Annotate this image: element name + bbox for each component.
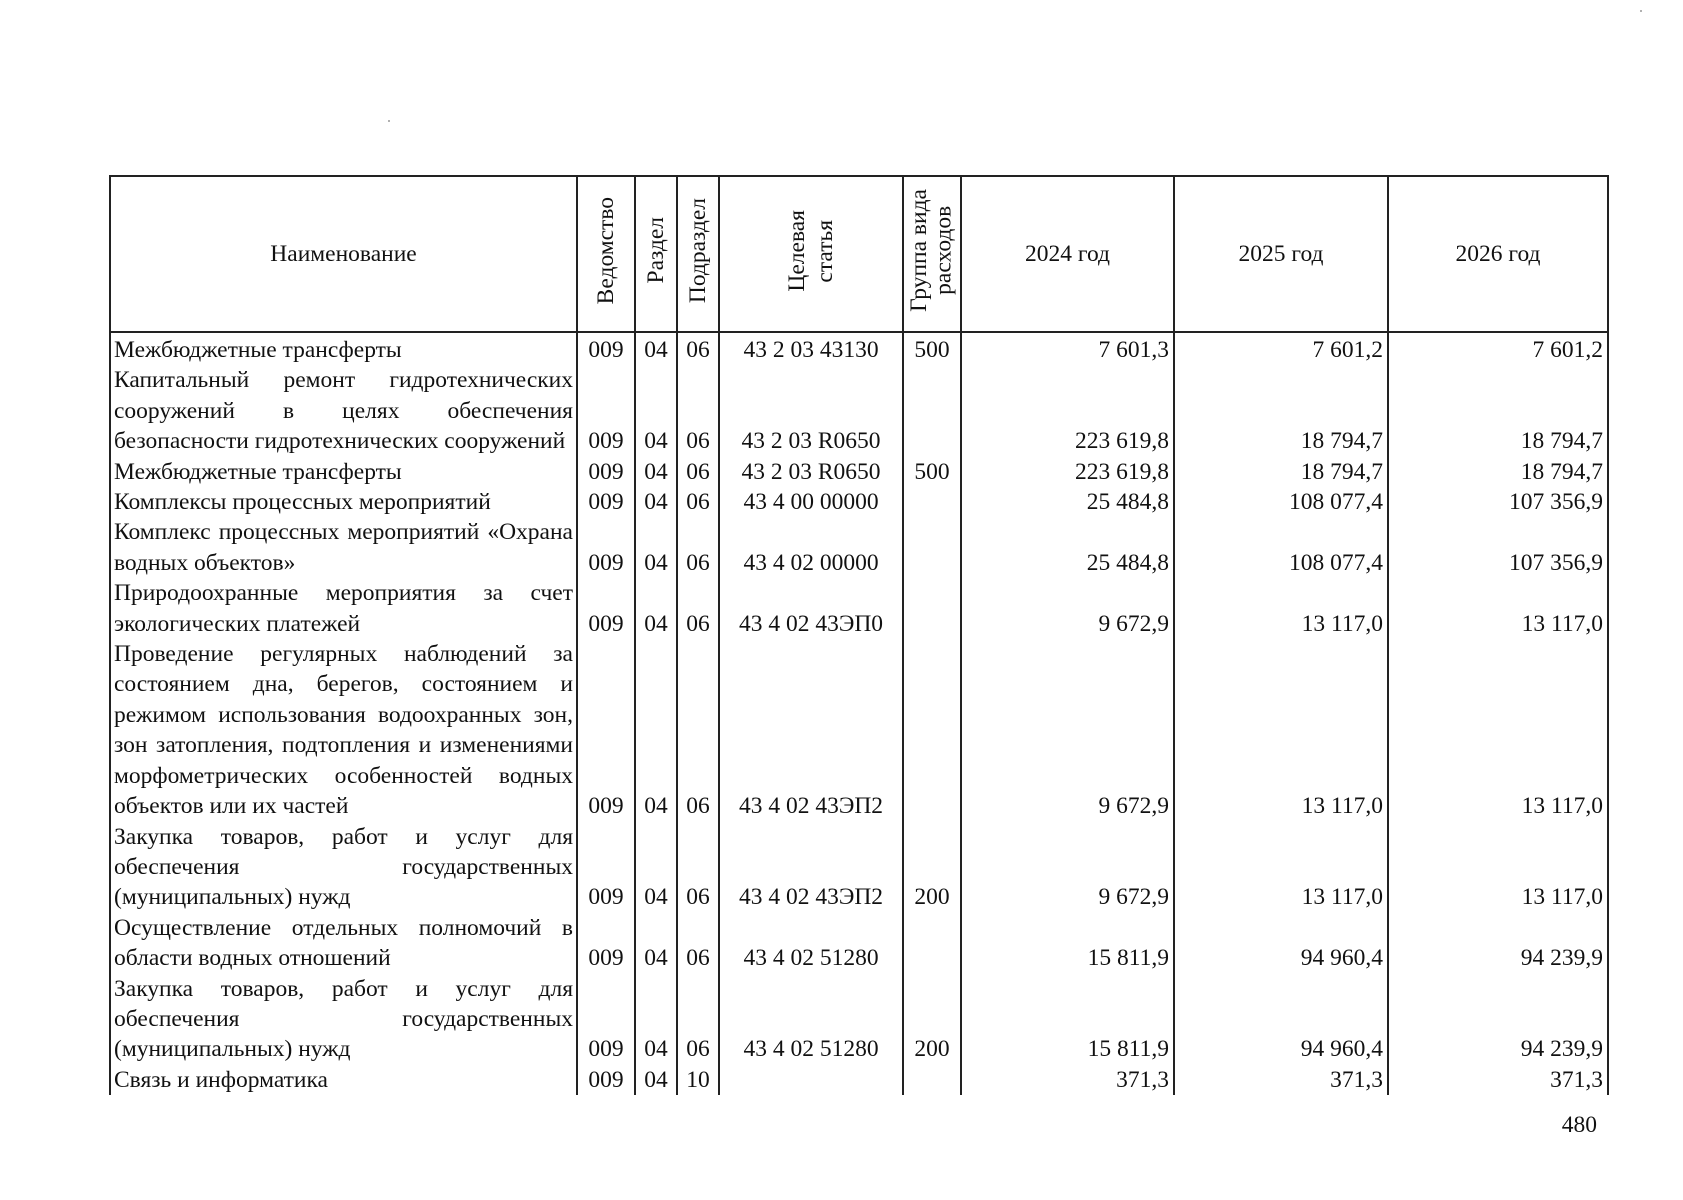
row-subsection: 06	[677, 913, 719, 974]
row-section: 04	[635, 332, 677, 365]
table-row	[110, 517, 1608, 578]
row-dept: 009	[577, 457, 635, 487]
row-2026: 94 239,9	[1388, 974, 1608, 1065]
row-dept: 009	[577, 913, 635, 974]
row-expense-group: 500	[903, 332, 961, 365]
table-row	[110, 578, 1608, 639]
row-2024: 9 672,9	[961, 822, 1174, 913]
row-expense-group: 200	[903, 974, 961, 1065]
row-subsection: 06	[677, 822, 719, 913]
table-row	[110, 487, 1608, 517]
row-target: 43 4 02 43ЭП0	[719, 578, 903, 639]
row-2024: 25 484,8	[961, 487, 1174, 517]
row-section: 04	[635, 1065, 677, 1095]
row-subsection: 06	[677, 578, 719, 639]
header-target: Целевая статья	[719, 176, 903, 332]
row-2025: 108 077,4	[1174, 517, 1388, 578]
row-2026: 13 117,0	[1388, 578, 1608, 639]
row-2025: 18 794,7	[1174, 365, 1388, 456]
row-section: 04	[635, 639, 677, 821]
header-2024: 2024 год	[961, 176, 1174, 332]
row-2025: 7 601,2	[1174, 332, 1388, 365]
row-name: Закупка товаров, работ и услуг для обеспечения государственных (муниципальных) нужд	[110, 974, 577, 1065]
row-2026: 18 794,7	[1388, 457, 1608, 487]
row-2024: 223 619,8	[961, 365, 1174, 456]
row-2024: 15 811,9	[961, 913, 1174, 974]
row-dept: 009	[577, 517, 635, 578]
header-section: Раздел	[635, 176, 677, 332]
row-2026: 371,3	[1388, 1065, 1608, 1095]
row-subsection: 06	[677, 639, 719, 821]
table-row	[110, 913, 1608, 974]
row-expense-group: 200	[903, 822, 961, 913]
row-2025: 13 117,0	[1174, 578, 1388, 639]
row-name: Осуществление отдельных полномочий в области водных отношений	[110, 913, 577, 974]
row-section: 04	[635, 487, 677, 517]
row-2024: 9 672,9	[961, 578, 1174, 639]
row-dept: 009	[577, 822, 635, 913]
row-subsection: 06	[677, 487, 719, 517]
table-row	[110, 974, 1608, 1065]
row-subsection: 06	[677, 365, 719, 456]
row-section: 04	[635, 913, 677, 974]
row-target: 43 4 02 43ЭП2	[719, 822, 903, 913]
row-name: Комплексы процессных мероприятий	[110, 487, 577, 517]
scan-speck	[388, 120, 390, 122]
row-expense-group	[903, 913, 961, 974]
row-expense-group	[903, 487, 961, 517]
table-body	[110, 332, 1608, 1095]
row-target	[719, 1065, 903, 1095]
row-dept: 009	[577, 365, 635, 456]
row-subsection: 10	[677, 1065, 719, 1095]
row-section: 04	[635, 974, 677, 1065]
row-name: Межбюджетные трансферты	[110, 457, 577, 487]
row-expense-group: 500	[903, 457, 961, 487]
row-subsection: 06	[677, 517, 719, 578]
row-name: Закупка товаров, работ и услуг для обеспечения государственных (муниципальных) нужд	[110, 822, 577, 913]
row-2026: 107 356,9	[1388, 487, 1608, 517]
row-target: 43 2 03 R0650	[719, 457, 903, 487]
row-target: 43 4 02 51280	[719, 974, 903, 1065]
row-section: 04	[635, 822, 677, 913]
row-2026: 13 117,0	[1388, 822, 1608, 913]
header-2025: 2025 год	[1174, 176, 1388, 332]
row-expense-group	[903, 517, 961, 578]
row-subsection: 06	[677, 332, 719, 365]
row-2026: 7 601,2	[1388, 332, 1608, 365]
row-2026: 107 356,9	[1388, 517, 1608, 578]
row-2024: 223 619,8	[961, 457, 1174, 487]
row-2024: 15 811,9	[961, 974, 1174, 1065]
row-dept: 009	[577, 578, 635, 639]
header-dept: Ведомство	[577, 176, 635, 332]
row-2025: 108 077,4	[1174, 487, 1388, 517]
row-dept: 009	[577, 639, 635, 821]
row-expense-group	[903, 639, 961, 821]
scan-speck	[1640, 10, 1642, 12]
row-2025: 13 117,0	[1174, 639, 1388, 821]
row-dept: 009	[577, 974, 635, 1065]
page-number: 480	[1561, 1112, 1597, 1138]
row-target: 43 4 00 00000	[719, 487, 903, 517]
row-name: Связь и информатика	[110, 1065, 577, 1095]
row-expense-group	[903, 1065, 961, 1095]
row-name: Природоохранные мероприятия за счет экологических платежей	[110, 578, 577, 639]
row-target: 43 4 02 51280	[719, 913, 903, 974]
row-subsection: 06	[677, 457, 719, 487]
row-name: Проведение регулярных наблюдений за состоянием дна, берегов, состоянием и режимом использования водоохранных зон, зон затопления, подтопления и изменениями морфометрических особенностей водных объектов или их частей	[110, 639, 577, 821]
row-dept: 009	[577, 1065, 635, 1095]
row-section: 04	[635, 365, 677, 456]
row-expense-group	[903, 578, 961, 639]
row-dept: 009	[577, 487, 635, 517]
row-2025: 371,3	[1174, 1065, 1388, 1095]
row-2025: 18 794,7	[1174, 457, 1388, 487]
row-name: Межбюджетные трансферты	[110, 332, 577, 365]
row-2025: 94 960,4	[1174, 913, 1388, 974]
row-target: 43 4 02 00000	[719, 517, 903, 578]
table-row	[110, 1065, 1608, 1095]
header-2026: 2026 год	[1388, 176, 1608, 332]
row-name: Комплекс процессных мероприятий «Охрана водных объектов»	[110, 517, 577, 578]
table-header	[110, 176, 1608, 332]
row-name: Капитальный ремонт гидротехнических сооружений в целях обеспечения безопасности гидротехнических сооружений	[110, 365, 577, 456]
row-section: 04	[635, 517, 677, 578]
row-target: 43 2 03 43130	[719, 332, 903, 365]
row-2024: 25 484,8	[961, 517, 1174, 578]
row-section: 04	[635, 578, 677, 639]
row-subsection: 06	[677, 974, 719, 1065]
row-2025: 13 117,0	[1174, 822, 1388, 913]
header-expense-group: Группа вида расходов	[903, 176, 961, 332]
row-2026: 94 239,9	[1388, 913, 1608, 974]
header-subsection: Подраздел	[677, 176, 719, 332]
budget-table	[109, 175, 1609, 1095]
header-name: Наименование	[110, 176, 577, 332]
row-target: 43 4 02 43ЭП2	[719, 639, 903, 821]
table-row	[110, 822, 1608, 913]
row-2026: 13 117,0	[1388, 639, 1608, 821]
row-expense-group	[903, 365, 961, 456]
row-section: 04	[635, 457, 677, 487]
table-row	[110, 457, 1608, 487]
row-2024: 371,3	[961, 1065, 1174, 1095]
row-2024: 9 672,9	[961, 639, 1174, 821]
table-row	[110, 332, 1608, 365]
table-row	[110, 639, 1608, 821]
row-dept: 009	[577, 332, 635, 365]
row-target: 43 2 03 R0650	[719, 365, 903, 456]
row-2026: 18 794,7	[1388, 365, 1608, 456]
row-2025: 94 960,4	[1174, 974, 1388, 1065]
table-row	[110, 365, 1608, 456]
row-2024: 7 601,3	[961, 332, 1174, 365]
